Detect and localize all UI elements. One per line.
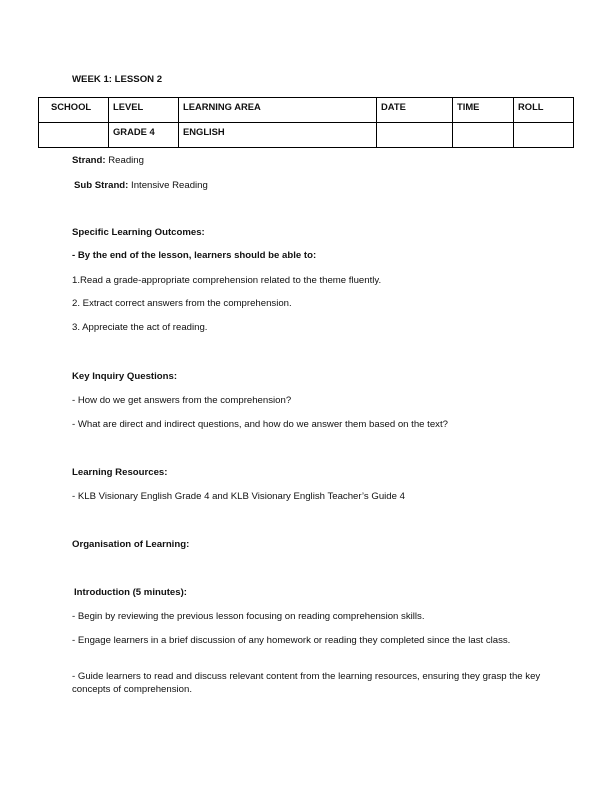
inquiry-item: - What are direct and indirect questions, and how do we answer them based on the text? xyxy=(72,419,448,430)
header-school: SCHOOL xyxy=(39,98,109,123)
sub-strand-value: Intensive Reading xyxy=(128,180,208,191)
sub-strand-label: Sub Strand: xyxy=(74,180,129,191)
cell-school xyxy=(39,123,109,148)
strand-value: Reading xyxy=(105,155,144,166)
introduction-heading: Introduction (5 minutes): xyxy=(74,587,187,598)
introduction-item: - Begin by reviewing the previous lesson focusing on reading comprehension skills. xyxy=(72,611,425,622)
cell-level: GRADE 4 xyxy=(109,123,179,148)
resources-heading: Learning Resources: xyxy=(72,467,168,478)
cell-learning-area: ENGLISH xyxy=(179,123,377,148)
cell-time xyxy=(453,123,514,148)
outcome-item: 3. Appreciate the act of reading. xyxy=(72,322,208,333)
cell-date xyxy=(377,123,453,148)
header-roll: ROLL xyxy=(514,98,574,123)
introduction-item: - Guide learners to read and discuss relevant content from the learning resources, ensuring they grasp the key concepts of comprehension. xyxy=(72,671,541,695)
header-level: LEVEL xyxy=(109,98,179,123)
header-learning-area: LEARNING AREA xyxy=(179,98,377,123)
strand-label: Strand: xyxy=(72,155,106,166)
organisation-heading: Organisation of Learning: xyxy=(72,539,190,550)
outcome-item: 1.Read a grade-appropriate comprehension related to the theme fluently. xyxy=(72,275,382,286)
table-header-row xyxy=(39,98,574,123)
table-row xyxy=(39,123,574,148)
outcomes-intro: - By the end of the lesson, learners should be able to: xyxy=(72,250,317,261)
resource-item: - KLB Visionary English Grade 4 and KLB Visionary English Teacher’s Guide 4 xyxy=(72,491,405,502)
header-date: DATE xyxy=(377,98,453,123)
inquiry-heading: Key Inquiry Questions: xyxy=(72,371,178,382)
outcomes-heading: Specific Learning Outcomes: xyxy=(72,227,205,238)
inquiry-item: - How do we get answers from the comprehension? xyxy=(72,395,292,406)
introduction-item: - Engage learners in a brief discussion of any homework or reading they completed since the last class. xyxy=(72,635,511,646)
lesson-title: WEEK 1: LESSON 2 xyxy=(72,74,163,85)
outcome-item: 2. Extract correct answers from the comprehension. xyxy=(72,298,292,309)
strand xyxy=(72,155,144,166)
header-time: TIME xyxy=(453,98,514,123)
sub-strand xyxy=(74,180,208,191)
lesson-info-table xyxy=(38,97,574,148)
cell-roll xyxy=(514,123,574,148)
